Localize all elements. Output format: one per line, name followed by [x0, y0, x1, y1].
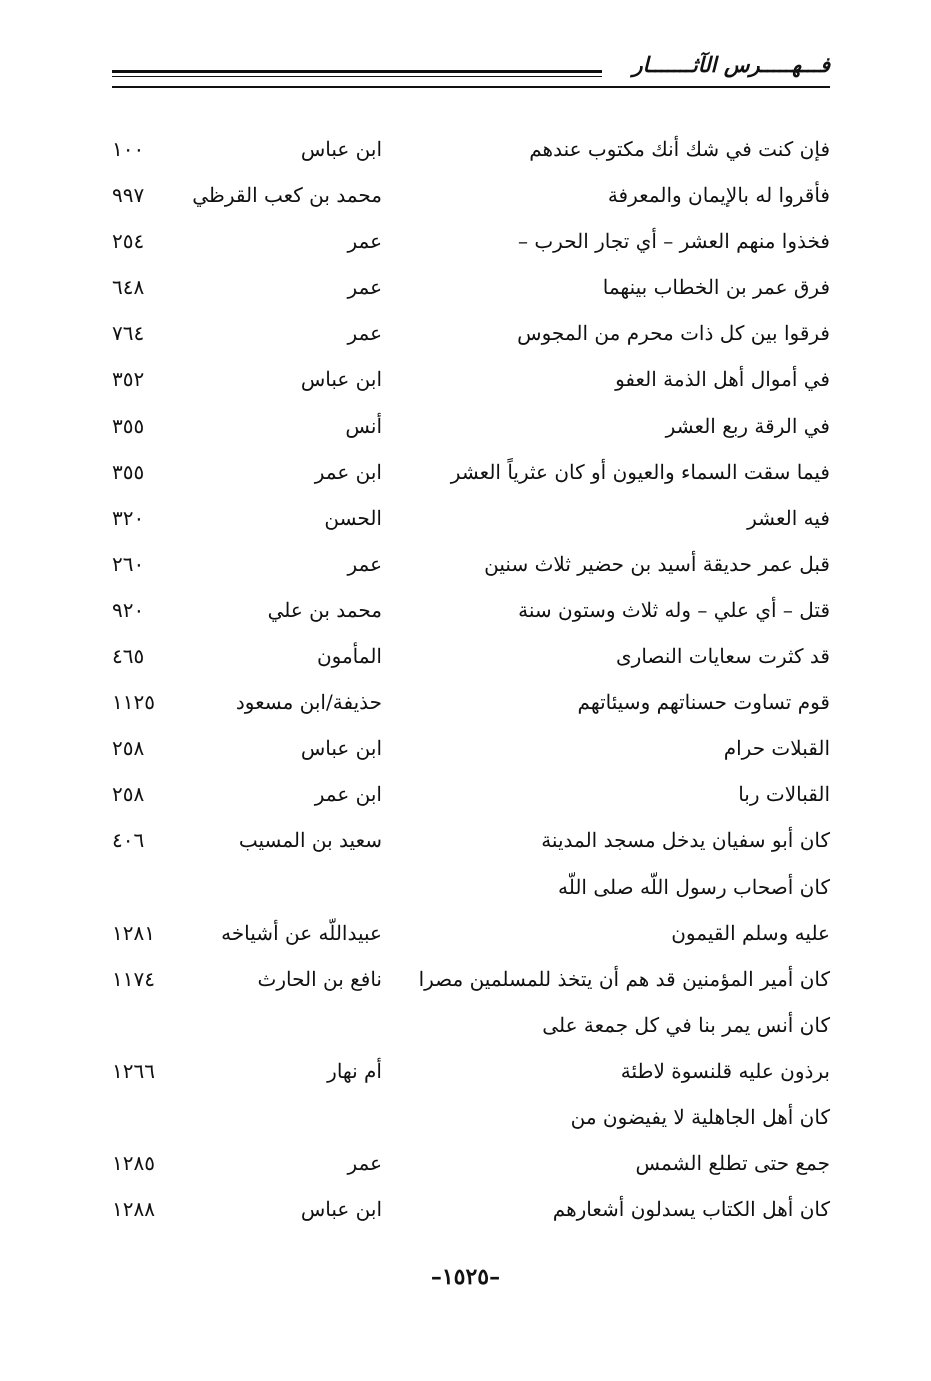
page-reference: ٩٢٠	[112, 597, 145, 622]
narrator: عمر	[347, 229, 382, 254]
index-row	[112, 356, 830, 402]
athar-text: قد كثرت سعايات النصارى	[616, 644, 830, 669]
index-row	[112, 956, 830, 1002]
narrator: ابن عباس	[300, 736, 382, 761]
page-reference: ١٢٦٦	[112, 1058, 155, 1083]
narrator: محمد بن كعب القرظي	[192, 183, 382, 208]
athar-text: فيما سقت السماء والعيون أو كان عثرياً العشر	[450, 459, 830, 484]
index-row	[112, 126, 830, 172]
narrator: عمر	[347, 321, 382, 346]
page-reference: ٣٥٥	[112, 413, 145, 438]
index-row	[112, 449, 830, 495]
page-reference: ٢٦٠	[112, 551, 145, 576]
narrator: محمد بن علي	[267, 597, 382, 622]
narrator: عمر	[347, 275, 382, 300]
index-row	[112, 495, 830, 541]
index-row	[112, 1186, 830, 1232]
index-row	[112, 817, 830, 863]
page-reference: ٣٥٢	[112, 367, 145, 392]
athar-text: كان أهل الكتاب يسدلون أشعارهم	[552, 1197, 830, 1222]
index-row	[112, 1048, 830, 1094]
athar-text: كان أنس يمر بنا في كل جمعة على	[542, 1012, 830, 1037]
athar-text: قوم تساوت حسناتهم وسيئاتهم	[577, 690, 830, 715]
athar-text: قتل – أي علي – وله ثلاث وستون سنة	[518, 597, 830, 622]
narrator: المأمون	[316, 644, 382, 669]
page-reference: ٤٠٦	[112, 828, 145, 853]
athar-text: فأقروا له بالإيمان والمعرفة	[607, 183, 830, 208]
narrator: ابن عباس	[300, 1197, 382, 1222]
athar-text: فيه العشر	[747, 505, 830, 530]
narrator: أنس	[345, 413, 382, 438]
index-row	[112, 1094, 830, 1140]
athar-text: القبلات حرام	[723, 736, 830, 761]
index-row	[112, 403, 830, 449]
index-row	[112, 864, 830, 910]
index-row	[112, 679, 830, 725]
index-row	[112, 587, 830, 633]
page-reference: ٦٤٨	[112, 275, 145, 300]
page-reference: ٤٦٥	[112, 644, 145, 669]
header-title: فـــهـــــرس الآثـــــــار	[632, 52, 830, 77]
narrator: ابن عباس	[300, 137, 382, 161]
page-reference: ١٠٠	[112, 137, 145, 161]
athar-text: كان أصحاب رسول اللّه صلى اللّه	[557, 874, 830, 899]
athar-text: عليه وسلم القيمون	[671, 920, 830, 945]
index-row	[112, 910, 830, 956]
index-row	[112, 633, 830, 679]
header-rule-thick	[112, 70, 602, 73]
index-row	[112, 264, 830, 310]
page-reference: ١٢٨٥	[112, 1151, 155, 1176]
page-reference: ٣٢٠	[112, 505, 145, 530]
index-row	[112, 541, 830, 587]
narrator: عمر	[347, 551, 382, 576]
narrator: ابن عمر	[314, 459, 382, 484]
page-reference: ١٢٨٨	[112, 1197, 155, 1222]
page-reference: ٢٥٤	[112, 229, 145, 254]
index-row	[112, 218, 830, 264]
narrator: ابن عباس	[300, 367, 382, 392]
index-row	[112, 1002, 830, 1048]
athar-text: جمع حتى تطلع الشمس	[635, 1151, 830, 1176]
narrator: ابن عمر	[314, 782, 382, 807]
index-row	[112, 725, 830, 771]
narrator: عبيداللّه عن أشياخه	[221, 920, 382, 945]
page-reference: ١١٢٥	[112, 690, 155, 715]
page-number: –١٥٢٥–	[430, 1264, 501, 1290]
page-reference: ١٢٨١	[112, 920, 155, 945]
athar-text: فإن كنت في شك أنك مكتوب عندهم	[529, 137, 830, 161]
narrator: حذيفة/ابن مسعود	[235, 690, 382, 715]
page-reference: ١١٧٤	[112, 966, 155, 991]
page-reference: ٢٥٨	[112, 736, 145, 761]
page-reference: ٧٦٤	[112, 321, 145, 346]
page-header	[112, 52, 830, 92]
athar-text: فرقوا بين كل ذات محرم من المجوس	[517, 321, 830, 346]
narrator: نافع بن الحارث	[257, 966, 382, 991]
athar-text: كان أمير المؤمنين قد هم أن يتخذ للمسلمين مصرا	[418, 966, 830, 991]
athar-text: فخذوا منهم العشر – أي تجار الحرب –	[517, 229, 830, 254]
index-table	[112, 126, 830, 1232]
athar-text: كان أهل الجاهلية لا يفيضون من	[570, 1104, 830, 1129]
narrator: سعيد بن المسيب	[238, 828, 382, 853]
narrator: عمر	[347, 1151, 382, 1176]
page-reference: ٣٥٥	[112, 459, 145, 484]
index-row	[112, 771, 830, 817]
narrator: أم نهار	[327, 1058, 382, 1083]
athar-text: برذون عليه قلنسوة لاطئة	[620, 1058, 830, 1083]
header-rule-thin	[112, 76, 602, 77]
index-row	[112, 1140, 830, 1186]
athar-text: في الرقة ربع العشر	[665, 413, 830, 438]
index-row	[112, 310, 830, 356]
athar-text: فرق عمر بن الخطاب بينهما	[602, 275, 830, 300]
index-row	[112, 172, 830, 218]
narrator: الحسن	[324, 505, 382, 530]
athar-text: القبالات ربا	[738, 782, 830, 807]
athar-text: كان أبو سفيان يدخل مسجد المدينة	[541, 828, 830, 853]
header-underline	[112, 86, 830, 88]
page-reference: ٢٥٨	[112, 782, 145, 807]
athar-text: في أموال أهل الذمة العفو	[615, 367, 830, 392]
page-reference: ٩٩٧	[112, 183, 145, 208]
athar-text: قبل عمر حديقة أسيد بن حضير ثلاث سنين	[484, 551, 830, 576]
